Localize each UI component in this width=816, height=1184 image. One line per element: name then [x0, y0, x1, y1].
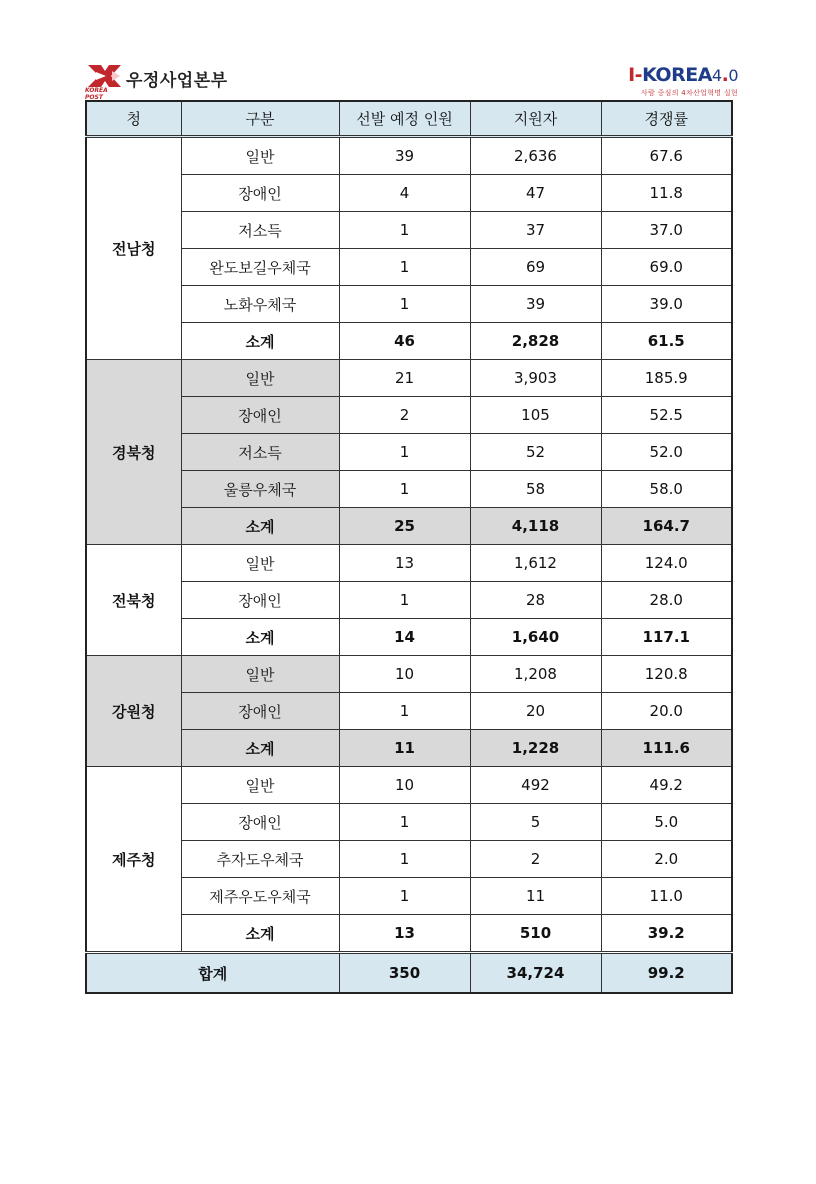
category-cell: 울릉우체국 [181, 471, 339, 508]
category-cell: 일반 [181, 137, 339, 175]
korea-post-sub-label: KOREA POST [85, 87, 108, 101]
table-header-row [86, 101, 732, 137]
quota-cell: 14 [339, 619, 470, 656]
applicants-cell: 5 [470, 804, 601, 841]
quota-cell: 21 [339, 360, 470, 397]
table-row [86, 656, 732, 693]
applicants-cell: 11 [470, 878, 601, 915]
category-cell: 노화우체국 [181, 286, 339, 323]
category-cell: 완도보길우체국 [181, 249, 339, 286]
rate-cell: 67.6 [601, 137, 732, 175]
quota-cell: 1 [339, 878, 470, 915]
rate-cell: 117.1 [601, 619, 732, 656]
applicants-cell: 39 [470, 286, 601, 323]
rate-cell: 99.2 [601, 953, 732, 994]
quota-cell: 4 [339, 175, 470, 212]
rate-cell: 69.0 [601, 249, 732, 286]
quota-cell: 39 [339, 137, 470, 175]
table-row [86, 841, 732, 878]
rate-cell: 185.9 [601, 360, 732, 397]
applicants-cell: 4,118 [470, 508, 601, 545]
rate-cell: 39.0 [601, 286, 732, 323]
applicants-cell: 1,208 [470, 656, 601, 693]
table-row [86, 693, 732, 730]
region-cell: 강원청 [86, 656, 181, 767]
quota-cell: 1 [339, 841, 470, 878]
total-row [86, 953, 732, 994]
rate-cell: 58.0 [601, 471, 732, 508]
applicants-cell: 2 [470, 841, 601, 878]
table-row [86, 360, 732, 397]
rate-cell: 28.0 [601, 582, 732, 619]
category-cell: 추자도우체국 [181, 841, 339, 878]
category-cell: 일반 [181, 767, 339, 804]
quota-cell: 2 [339, 397, 470, 434]
applicants-cell: 492 [470, 767, 601, 804]
quota-cell: 1 [339, 582, 470, 619]
quota-cell: 1 [339, 434, 470, 471]
rate-cell: 5.0 [601, 804, 732, 841]
i-korea-logo [628, 64, 738, 98]
applicants-cell: 28 [470, 582, 601, 619]
applicants-cell: 69 [470, 249, 601, 286]
category-cell: 장애인 [181, 693, 339, 730]
applicants-cell: 2,828 [470, 323, 601, 360]
region-cell: 전남청 [86, 137, 181, 360]
korea-post-logo [84, 62, 228, 101]
table-row [86, 137, 732, 175]
ikorea-version-minor: 0 [728, 66, 738, 85]
column-header-applicants: 지원자 [470, 101, 601, 137]
total-label-cell: 합계 [86, 953, 339, 994]
quota-cell: 46 [339, 323, 470, 360]
table-row [86, 175, 732, 212]
applicants-cell: 3,903 [470, 360, 601, 397]
region-cell: 경북청 [86, 360, 181, 545]
table-row [86, 249, 732, 286]
applicants-cell: 105 [470, 397, 601, 434]
column-header-quota: 선발 예정 인원 [339, 101, 470, 137]
applicants-cell: 1,228 [470, 730, 601, 767]
category-cell: 저소득 [181, 212, 339, 249]
quota-cell: 350 [339, 953, 470, 994]
region-cell: 전북청 [86, 545, 181, 656]
rate-cell: 61.5 [601, 323, 732, 360]
category-cell: 제주우도우체국 [181, 878, 339, 915]
applicants-cell: 2,636 [470, 137, 601, 175]
category-cell: 장애인 [181, 804, 339, 841]
category-cell: 소계 [181, 915, 339, 953]
rate-cell: 39.2 [601, 915, 732, 953]
brand-name: 우정사업본부 [126, 71, 228, 91]
quota-cell: 1 [339, 471, 470, 508]
table-row [86, 582, 732, 619]
table-row [86, 434, 732, 471]
category-cell: 소계 [181, 508, 339, 545]
table-row [86, 212, 732, 249]
subtotal-row [86, 730, 732, 767]
quota-cell: 1 [339, 804, 470, 841]
column-header-category: 구분 [181, 101, 339, 137]
quota-cell: 13 [339, 915, 470, 953]
applicants-cell: 34,724 [470, 953, 601, 994]
category-cell: 장애인 [181, 175, 339, 212]
applicants-cell: 20 [470, 693, 601, 730]
rate-cell: 52.0 [601, 434, 732, 471]
rate-cell: 164.7 [601, 508, 732, 545]
korea-post-emblem-icon [84, 62, 124, 101]
applicants-cell: 1,612 [470, 545, 601, 582]
subtotal-row [86, 619, 732, 656]
table-row [86, 878, 732, 915]
category-cell: 장애인 [181, 397, 339, 434]
rate-cell: 52.5 [601, 397, 732, 434]
applicants-cell: 1,640 [470, 619, 601, 656]
quota-cell: 1 [339, 212, 470, 249]
ikorea-version-dot: . [721, 64, 729, 86]
applicants-cell: 58 [470, 471, 601, 508]
table-row [86, 397, 732, 434]
rate-cell: 11.0 [601, 878, 732, 915]
ikorea-version-major: 4 [711, 66, 722, 85]
table-row [86, 471, 732, 508]
ikorea-korea: KOREA [642, 64, 712, 86]
table-row [86, 767, 732, 804]
rate-cell: 120.8 [601, 656, 732, 693]
category-cell: 일반 [181, 545, 339, 582]
category-cell: 장애인 [181, 582, 339, 619]
subtotal-row [86, 508, 732, 545]
subtotal-row [86, 915, 732, 953]
quota-cell: 10 [339, 656, 470, 693]
column-header-rate: 경쟁률 [601, 101, 732, 137]
category-cell: 소계 [181, 730, 339, 767]
category-cell: 소계 [181, 323, 339, 360]
applicants-cell: 37 [470, 212, 601, 249]
applicants-cell: 52 [470, 434, 601, 471]
subtotal-row [86, 323, 732, 360]
rate-cell: 124.0 [601, 545, 732, 582]
rate-cell: 49.2 [601, 767, 732, 804]
rate-cell: 37.0 [601, 212, 732, 249]
category-cell: 저소득 [181, 434, 339, 471]
category-cell: 일반 [181, 360, 339, 397]
table-row [86, 804, 732, 841]
rate-cell: 11.8 [601, 175, 732, 212]
competition-rate-table [85, 100, 733, 994]
table-row [86, 545, 732, 582]
region-cell: 제주청 [86, 767, 181, 953]
quota-cell: 11 [339, 730, 470, 767]
applicants-cell: 47 [470, 175, 601, 212]
category-cell: 일반 [181, 656, 339, 693]
quota-cell: 1 [339, 693, 470, 730]
quota-cell: 10 [339, 767, 470, 804]
rate-cell: 20.0 [601, 693, 732, 730]
rate-cell: 111.6 [601, 730, 732, 767]
applicants-cell: 510 [470, 915, 601, 953]
quota-cell: 13 [339, 545, 470, 582]
quota-cell: 1 [339, 286, 470, 323]
rate-cell: 2.0 [601, 841, 732, 878]
category-cell: 소계 [181, 619, 339, 656]
table-row [86, 286, 732, 323]
column-header-region: 청 [86, 101, 181, 137]
page-header [84, 62, 740, 101]
ikorea-slogan: 사람 중심의 4차산업혁명 실현 [640, 89, 738, 97]
quota-cell: 1 [339, 249, 470, 286]
quota-cell: 25 [339, 508, 470, 545]
ikorea-i: I- [628, 64, 643, 86]
